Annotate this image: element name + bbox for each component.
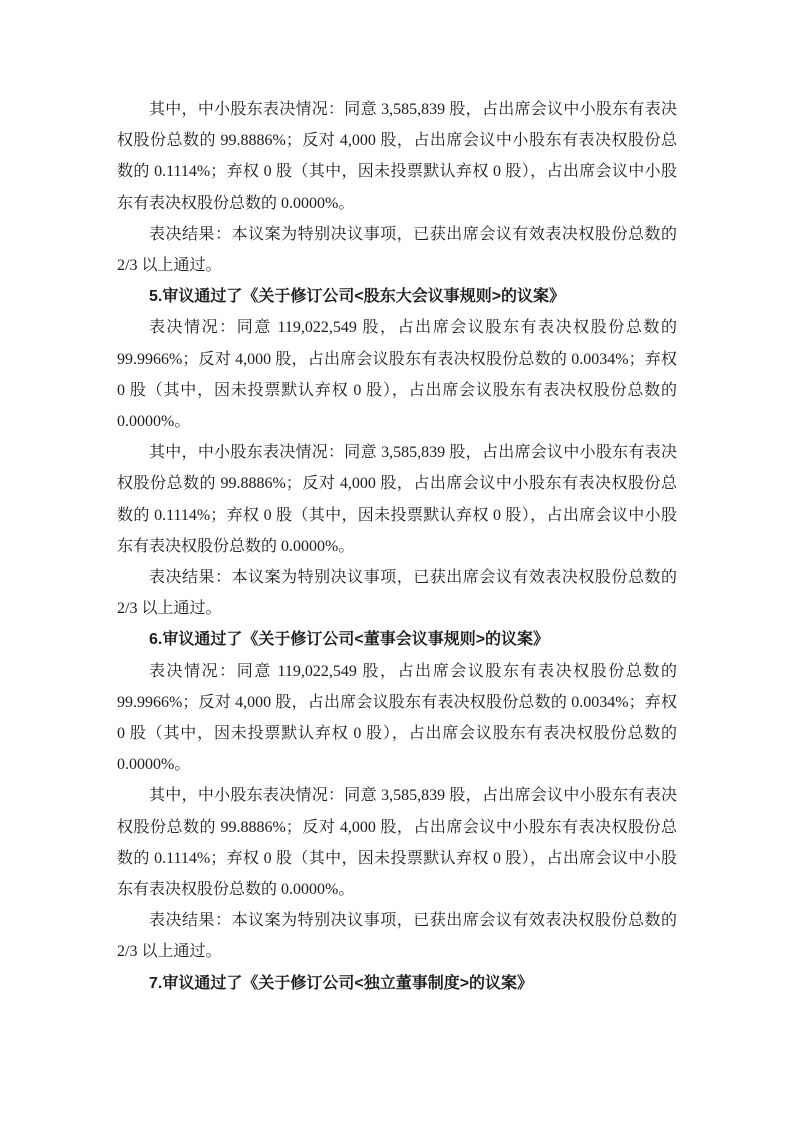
- minority-shareholder-vote-paragraph-res5: 其中，中小股东表决情况：同意 3,585,839 股，占出席会议中小股东有表决权股份总数的 99.8886%；反对 4,000 股，占出席会议中小股东有表决权股份总数的 0.1114%；弃权 0 股（其中，因未投票默认弃权 0 股），占出席会议中小股东有表决权股份总数的 0.0000%。: [117, 444, 677, 555]
- resolution-6-heading: 6.审议通过了《关于修订公司<董事会议事规则>的议案》: [149, 631, 550, 649]
- resolution-5-heading: 5.审议通过了《关于修订公司<股东大会议事规则>的议案》: [149, 288, 566, 306]
- document-text-block: [117, 94, 677, 999]
- minority-shareholder-vote-paragraph-res4: 其中，中小股东表决情况：同意 3,585,839 股，占出席会议中小股东有表决权股份总数的 99.8886%；反对 4,000 股，占出席会议中小股东有表决权股份总数的 0.1114%；弃权 0 股（其中，因未投票默认弃权 0 股），占出席会议中小股东有表决权股份总数的 0.0000%。: [117, 101, 677, 212]
- vote-result-paragraph-res4: 表决结果：本议案为特别决议事项，已获出席会议有效表决权股份总数的 2/3 以上通过。: [117, 225, 677, 275]
- vote-result-paragraph-res5: 表决结果：本议案为特别决议事项，已获出席会议有效表决权股份总数的 2/3 以上通过。: [117, 569, 677, 618]
- vote-detail-paragraph-res5: 表决情况：同意 119,022,549 股，占出席会议股东有表决权股份总数的 99.9966%；反对 4,000 股，占出席会议股东有表决权股份总数的 0.0034%；弃权 0 股（其中，因未投票默认弃权 0 股），占出席会议股东有表决权股份总数的 0.0000%。: [117, 319, 677, 431]
- resolution-7-heading: 7.审议通过了《关于修订公司<独立董事制度>的议案》: [149, 974, 534, 992]
- vote-detail-paragraph-res6: 表决情况：同意 119,022,549 股，占出席会议股东有表决权股份总数的 99.9966%；反对 4,000 股，占出席会议股东有表决权股份总数的 0.0034%；弃权 0 股（其中，因未投票默认弃权 0 股），占出席会议股东有表决权股份总数的 0.0000%。: [117, 662, 677, 774]
- minority-shareholder-vote-paragraph-res6: 其中，中小股东表决情况：同意 3,585,839 股，占出席会议中小股东有表决权股份总数的 99.8886%；反对 4,000 股，占出席会议中小股东有表决权股份总数的 0.1114%；弃权 0 股（其中，因未投票默认弃权 0 股），占出席会议中小股东有表决权股份总数的 0.0000%。: [117, 787, 677, 899]
- vote-result-paragraph-res6: 表决结果：本议案为特别决议事项，已获出席会议有效表决权股份总数的 2/3 以上通过。: [117, 912, 677, 961]
